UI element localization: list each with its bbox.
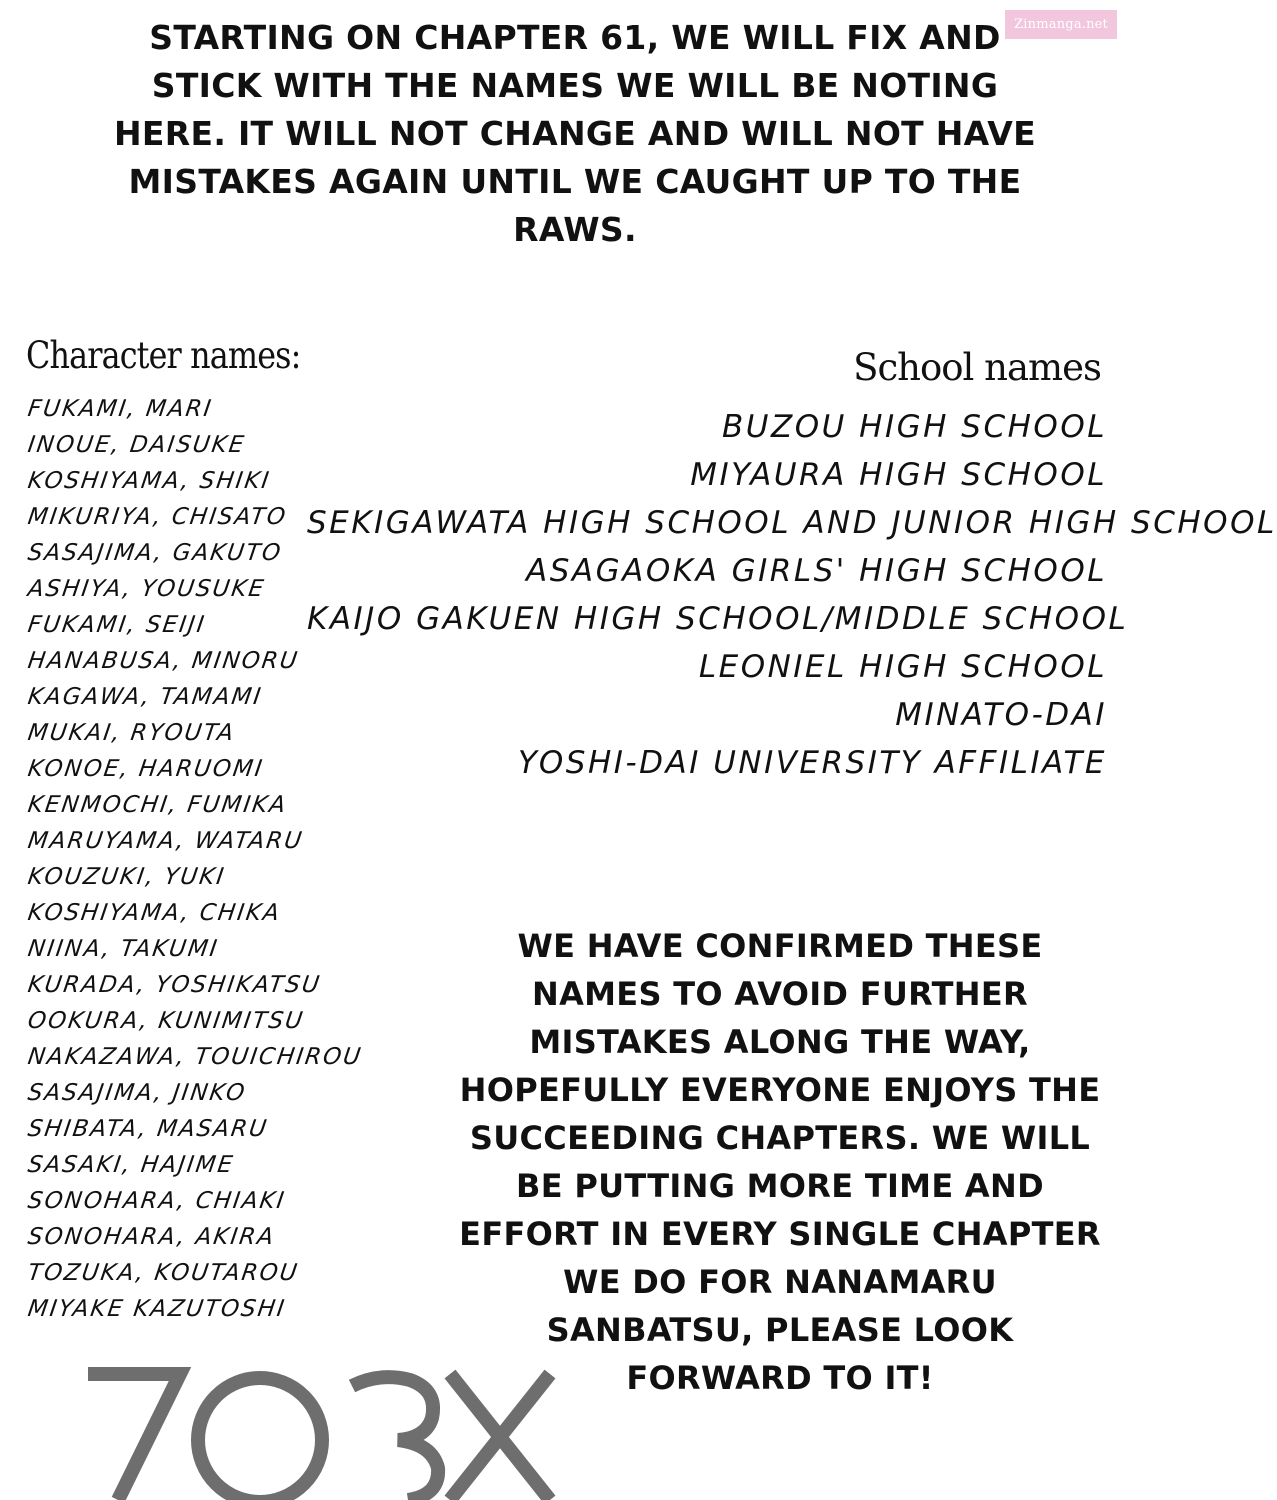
character-name-item: MUKAI, RYOUTA bbox=[26, 720, 237, 746]
character-name-item: KOSHIYAMA, CHIKA bbox=[26, 900, 283, 926]
logo-glyph-o bbox=[198, 1378, 322, 1500]
character-name-item: FUKAMI, MARI bbox=[26, 396, 215, 422]
character-name-item: SONOHARA, CHIAKI bbox=[26, 1188, 288, 1214]
school-name-item: SEKIGAWATA HIGH SCHOOL AND JUNIOR HIGH SCHOOL bbox=[307, 505, 1277, 541]
logo-glyph-x bbox=[450, 1374, 550, 1500]
character-name-item: MIYAKE KAZUTOSHI bbox=[26, 1296, 288, 1322]
character-name-item: SHIBATA, MASARU bbox=[26, 1116, 270, 1142]
character-name-item: KONOE, HARUOMI bbox=[26, 756, 266, 782]
group-logo bbox=[80, 1360, 560, 1500]
character-name-item: SONOHARA, AKIRA bbox=[26, 1224, 277, 1250]
character-name-item: NIINA, TAKUMI bbox=[26, 936, 221, 962]
character-name-item: SASAJIMA, JINKO bbox=[26, 1080, 249, 1106]
character-name-item: SASAJIMA, GAKUTO bbox=[26, 540, 284, 566]
school-name-item: BUZOU HIGH SCHOOL bbox=[722, 409, 1107, 445]
intro-notice: STARTING ON CHAPTER 61, WE WILL FIX AND STICK WITH THE NAMES WE WILL BE NOTING HERE. IT WILL NOT CHANGE AND WILL NOT HAVE MISTAKES AGAIN UNTIL WE CAUGHT UP TO THE RAWS. bbox=[114, 18, 1036, 249]
school-name-item: ASAGAOKA GIRLS' HIGH SCHOOL bbox=[526, 553, 1107, 589]
character-name-item: KOSHIYAMA, SHIKI bbox=[26, 468, 273, 494]
school-name-item: MIYAURA HIGH SCHOOL bbox=[690, 457, 1107, 493]
school-name-item: KAIJO GAKUEN HIGH SCHOOL/MIDDLE SCHOOL bbox=[307, 601, 1129, 637]
school-names-section bbox=[307, 345, 1277, 787]
character-name-item: OOKURA, KUNIMITSU bbox=[26, 1008, 306, 1034]
character-name-item: MARUYAMA, WATARU bbox=[26, 828, 305, 854]
character-name-item: NAKAZAWA, TOUICHIROU bbox=[26, 1044, 364, 1070]
watermark-text: Zinmanga.net bbox=[1014, 17, 1108, 32]
character-names-list bbox=[26, 391, 364, 1327]
school-names-heading: School names bbox=[853, 346, 1101, 389]
school-name-item: LEONIEL HIGH SCHOOL bbox=[698, 649, 1107, 685]
logo-glyph-3 bbox=[352, 1377, 438, 1500]
closing-notice: WE HAVE CONFIRMED THESE NAMES TO AVOID FURTHER MISTAKES ALONG THE WAY, HOPEFULLY EVERYONE ENJOYS THE SUCCEEDING CHAPTERS. WE WILL BE PUTTING MORE TIME AND EFFORT IN EVERY SINGLE CHAPTER WE DO FOR NANAMARU SANBATSU, PLEASE LOOK FORWARD TO IT! bbox=[459, 927, 1101, 1397]
character-name-item: INOUE, DAISUKE bbox=[26, 432, 248, 458]
character-name-item: KENMOCHI, FUMIKA bbox=[26, 792, 289, 818]
school-names-list bbox=[307, 403, 1277, 787]
character-name-item: SASAKI, HAJIME bbox=[26, 1152, 236, 1178]
character-name-item: MIKURIYA, CHISATO bbox=[26, 504, 289, 530]
character-name-item: TOZUKA, KOUTAROU bbox=[26, 1260, 301, 1286]
character-name-item: KURADA, YOSHIKATSU bbox=[26, 972, 323, 998]
character-names-section bbox=[26, 333, 364, 1327]
logo-glyph-7 bbox=[88, 1374, 180, 1500]
character-name-item: KOUZUKI, YUKI bbox=[26, 864, 228, 890]
school-name-item: YOSHI-DAI UNIVERSITY AFFILIATE bbox=[518, 745, 1107, 781]
character-name-item: KAGAWA, TAMAMI bbox=[26, 684, 265, 710]
character-name-item: FUKAMI, SEIJI bbox=[26, 612, 208, 638]
character-name-item: ASHIYA, YOUSUKE bbox=[26, 576, 267, 602]
character-name-item: HANABUSA, MINORU bbox=[26, 648, 301, 674]
character-names-heading: Character names: bbox=[26, 334, 301, 377]
school-name-item: MINATO-DAI bbox=[895, 697, 1107, 733]
